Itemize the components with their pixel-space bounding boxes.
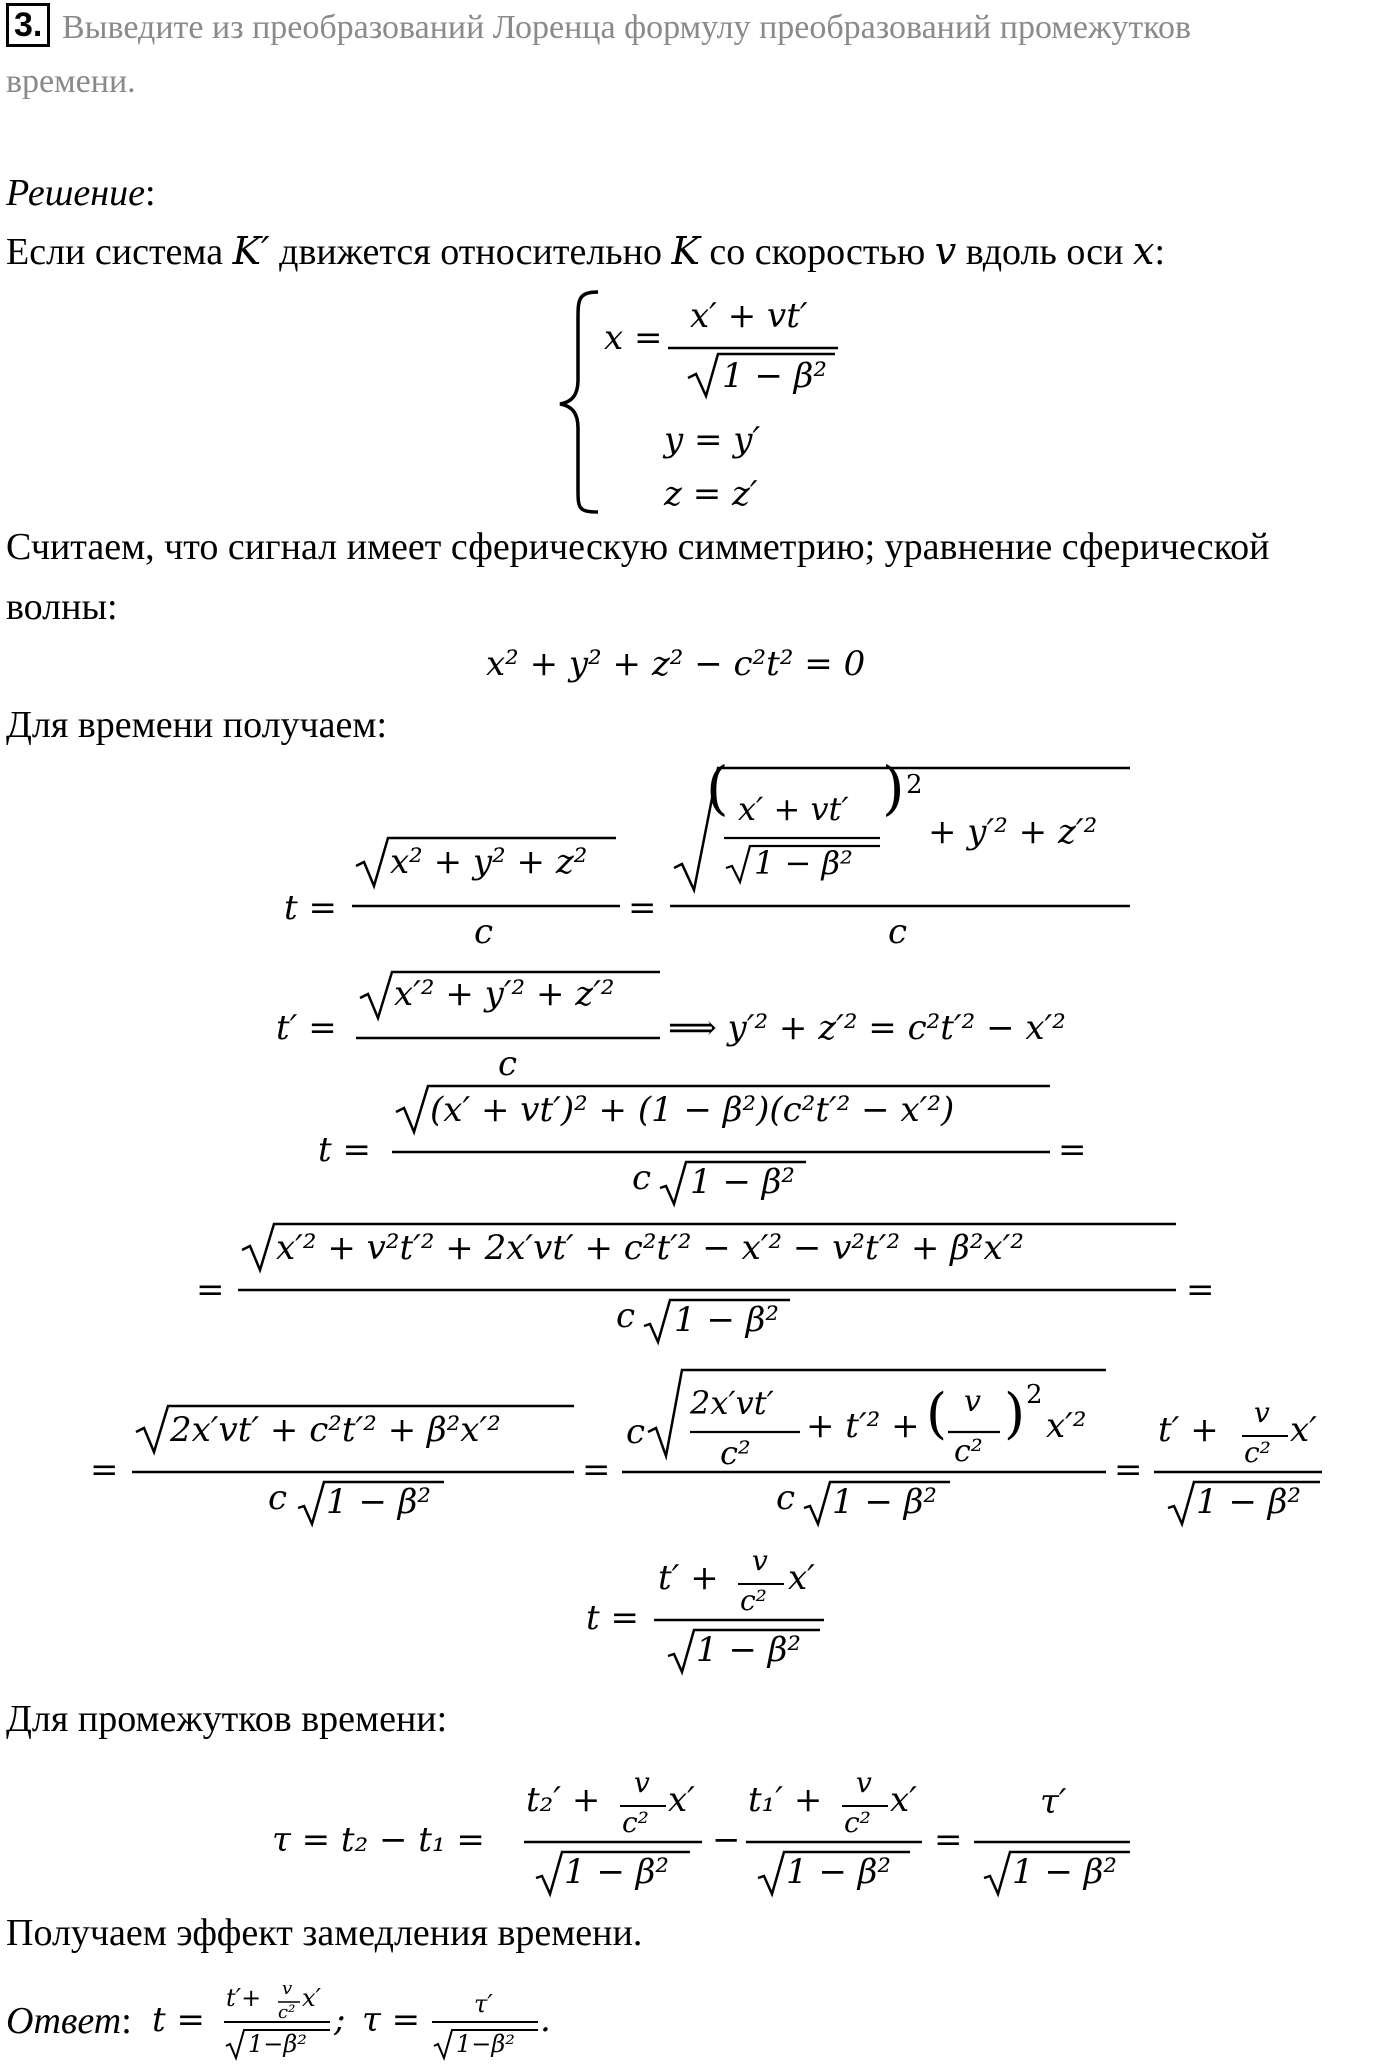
e5c-x: x′: [1290, 1410, 1317, 1450]
sys-x-den: 1 − β²: [722, 356, 828, 396]
e7-den-3: 1 − β²: [1012, 1852, 1118, 1892]
ans-den-2: 1−β²: [456, 2030, 515, 2058]
solution-line1: Если система K′ движется относительно K со скоростью v вдоль оси x:: [6, 229, 1165, 273]
solution-label: Решение:: [6, 172, 156, 214]
ans-v: v: [282, 1978, 293, 1999]
sys-z: z = z′: [664, 474, 758, 514]
e2-rhs: ⟹ y′² + z′² = c²t′² − x′²: [668, 1008, 1066, 1048]
ans-end: .: [540, 2000, 551, 2040]
e5b-vc-den: c²: [954, 1434, 983, 1469]
e7-v-2: v: [856, 1766, 872, 1799]
e7-eq: =: [934, 1820, 963, 1860]
e2-lhs: t′ =: [276, 1008, 337, 1048]
e7-v-1: v: [634, 1766, 650, 1799]
e5b-f-den: c²: [720, 1434, 751, 1472]
e4-lhs: =: [196, 1270, 225, 1310]
e5b-vc-num: v: [964, 1384, 981, 1419]
e4-eq: =: [1186, 1270, 1215, 1310]
e5b-den: 1 − β²: [832, 1482, 938, 1522]
sys-y: y = y′: [664, 420, 761, 460]
wave-equation: x² + y² + z² − c²t² = 0: [486, 644, 866, 684]
e5c-v: v: [1254, 1396, 1270, 1429]
e1-eq: =: [628, 888, 657, 928]
ans-t: t =: [152, 2000, 205, 2040]
e1-den: c: [474, 912, 494, 952]
problem-header: [6, 6, 50, 44]
e3-den: 1 − β²: [690, 1162, 796, 1202]
e5c-eq: =: [1114, 1450, 1143, 1490]
answer-label: Ответ:: [6, 2000, 132, 2042]
e3-eq: =: [1058, 1130, 1087, 1170]
ans-tau: τ =: [362, 2000, 421, 2040]
e5b-den-c: c: [776, 1478, 796, 1518]
e6-v: v: [752, 1544, 768, 1577]
solution-text4: Для промежутков времени:: [6, 1698, 448, 1740]
e5b-lparen: (: [926, 1382, 948, 1445]
e5b-exp: 2: [1026, 1380, 1043, 1410]
e6-t: t′ +: [658, 1558, 719, 1598]
e1b-rparen: ): [882, 754, 905, 822]
e2-num: x′² + y′² + z′²: [394, 974, 615, 1014]
e7-tau: τ′: [1040, 1782, 1067, 1822]
e4-den: 1 − β²: [674, 1300, 780, 1340]
e1b-rest: + y′² + z′²: [928, 812, 1098, 852]
e7-x-2: x′: [890, 1780, 917, 1820]
e1b-inden: 1 − β²: [754, 844, 853, 882]
e5-eq: =: [582, 1450, 611, 1490]
e5-den: 1 − β²: [326, 1482, 432, 1522]
e7-t1: t₁′ +: [748, 1780, 823, 1820]
problem-number: 3.: [6, 3, 50, 47]
solution-text3: Для времени получаем:: [6, 704, 388, 746]
e1-num: x² + y² + z²: [390, 842, 588, 882]
e6-x: x′: [788, 1558, 815, 1598]
e1b-exp: 2: [906, 770, 923, 800]
problem-statement-line2: времени.: [6, 63, 136, 100]
e7-den-2: 1 − β²: [786, 1852, 892, 1892]
e7-t2: t₂′ +: [526, 1780, 601, 1820]
e5b-mid: + t′² +: [806, 1406, 920, 1446]
e5-den-c: c: [268, 1478, 288, 1518]
e2-den: c: [498, 1044, 518, 1084]
solution-text2-line2: волны:: [6, 586, 118, 628]
sys-x-lhs: x =: [604, 318, 663, 358]
e7-c2-2: c²: [844, 1806, 871, 1839]
ans-tau-num: τ′: [474, 1990, 493, 2018]
sys-x-num: x′ + vt′: [690, 296, 808, 336]
e4-den-c: c: [616, 1296, 636, 1336]
e7-c2-1: c²: [622, 1806, 649, 1839]
e3-den-c: c: [632, 1158, 652, 1198]
e3-num: (x′ + vt′)² + (1 − β²)(c²t′² − x′²): [430, 1090, 955, 1130]
e6-den: 1 − β²: [696, 1630, 802, 1670]
e5c-t: t′ +: [1158, 1410, 1219, 1450]
e5b-f-num: 2x′vt′: [690, 1384, 774, 1422]
problem-statement-line1: Выведите из преобразований Лоренца формулу преобразований промежутков: [62, 9, 1192, 46]
e3-lhs: t =: [318, 1130, 371, 1170]
e1b-den: c: [888, 912, 908, 952]
e5b-x: x′²: [1046, 1406, 1087, 1446]
e1b-lparen: (: [706, 754, 729, 822]
ans-c2: c²: [278, 2002, 296, 2023]
e6-c2: c²: [740, 1584, 767, 1617]
e7-den-1: 1 − β²: [564, 1852, 670, 1892]
e6-lhs: t =: [586, 1598, 639, 1638]
e5b-rparen: ): [1004, 1382, 1026, 1445]
e1b-innum: x′ + vt′: [738, 790, 849, 828]
ans-num: t′+: [226, 1984, 262, 2012]
e5c-den: 1 − β²: [1196, 1482, 1302, 1522]
e1-lhs: t =: [284, 888, 337, 928]
e4-num: x′² + v²t′² + 2x′vt′ + c²t′² − x′² − v²t′² + β²x′²: [276, 1228, 1024, 1268]
e7-lhs: τ = t₂ − t₁ =: [272, 1820, 485, 1860]
e5c-c2: c²: [1244, 1436, 1271, 1469]
e7-minus: −: [712, 1820, 741, 1860]
ans-sep: ;: [334, 2000, 346, 2040]
ans-x: x′: [302, 1984, 321, 2012]
ans-den-1: 1−β²: [248, 2030, 307, 2058]
solution-text5: Получаем эффект замедления времени.: [6, 1912, 643, 1954]
e5-num: 2x′vt′ + c²t′² + β²x′²: [170, 1410, 501, 1450]
e5-lhs: =: [90, 1450, 119, 1490]
e5b-c: c: [626, 1412, 646, 1452]
solution-text2-line1: Считаем, что сигнал имеет сферическую симметрию; уравнение сферической: [6, 526, 1270, 568]
e7-x-1: x′: [668, 1780, 695, 1820]
